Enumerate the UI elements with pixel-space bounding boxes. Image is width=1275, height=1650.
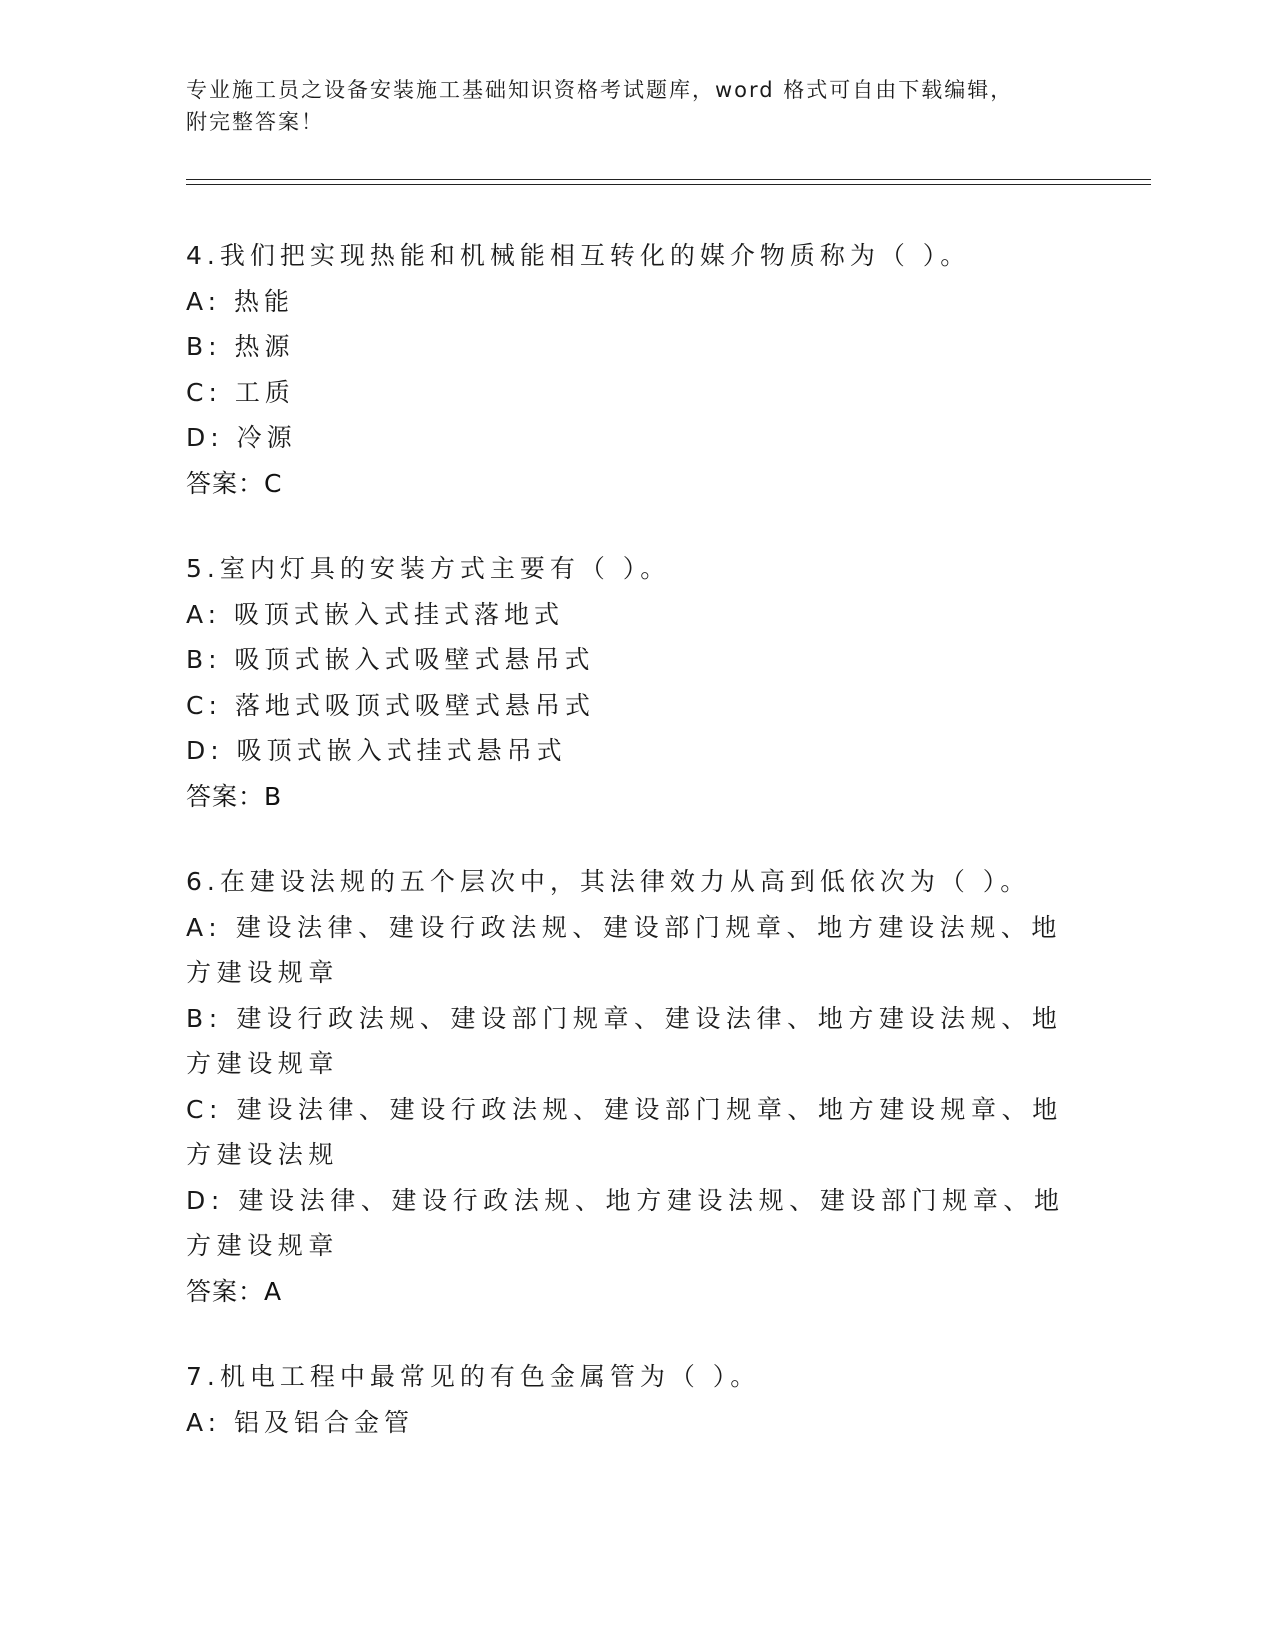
question-stem: 5.室内灯具的安装方式主要有（ ）。 — [186, 554, 671, 583]
question-stem: 6.在建设法规的五个层次中，其法律效力从高到低依次为（ ）。 — [186, 867, 1031, 896]
question-stem: 4.我们把实现热能和机械能相互转化的媒介物质称为（ ）。 — [186, 241, 971, 270]
option-a: A: 铝及铝合金管 — [186, 1407, 415, 1437]
option-a: A: 建设法律、建设行政法规、建设部门规章、地方建设法规、地方建设规章 — [186, 912, 1063, 987]
header-divider-bottom — [186, 184, 1151, 185]
question-7 — [186, 1354, 1086, 1445]
option-c: C: 建设法律、建设行政法规、建设部门规章、地方建设规章、地方建设法规 — [186, 1094, 1063, 1169]
header-divider-top — [186, 179, 1151, 180]
option-a: A: 吸顶式嵌入式挂式落地式 — [186, 599, 565, 629]
header-line-1: 专业施工员之设备安装施工基础知识资格考试题库，word 格式可自由下载编辑， — [186, 78, 1014, 102]
question-list — [186, 233, 1086, 1485]
option-b: B: 热源 — [186, 332, 295, 361]
question-4 — [186, 233, 1086, 506]
answer-text: 答案：A — [186, 1276, 283, 1306]
option-b: B: 吸顶式嵌入式吸壁式悬吊式 — [186, 645, 595, 674]
question-6 — [186, 859, 1086, 1314]
option-d: D: 冷源 — [186, 423, 297, 452]
header-line-2: 附完整答案！ — [186, 110, 324, 134]
question-5 — [186, 546, 1086, 819]
option-d: D: 吸顶式嵌入式挂式悬吊式 — [186, 736, 567, 765]
answer-text: 答案：B — [186, 781, 283, 811]
option-c: C: 工质 — [186, 377, 295, 407]
option-c: C: 落地式吸顶式吸壁式悬吊式 — [186, 690, 595, 720]
option-d: D: 建设法律、建设行政法规、地方建设法规、建设部门规章、地方建设规章 — [186, 1185, 1065, 1260]
document-header — [186, 74, 1066, 138]
option-b: B: 建设行政法规、建设部门规章、建设法律、地方建设法规、地方建设规章 — [186, 1003, 1063, 1078]
option-a: A: 热能 — [186, 286, 295, 316]
question-stem: 7.机电工程中最常见的有色金属管为（ ）。 — [186, 1362, 761, 1391]
answer-text: 答案：C — [186, 468, 283, 498]
